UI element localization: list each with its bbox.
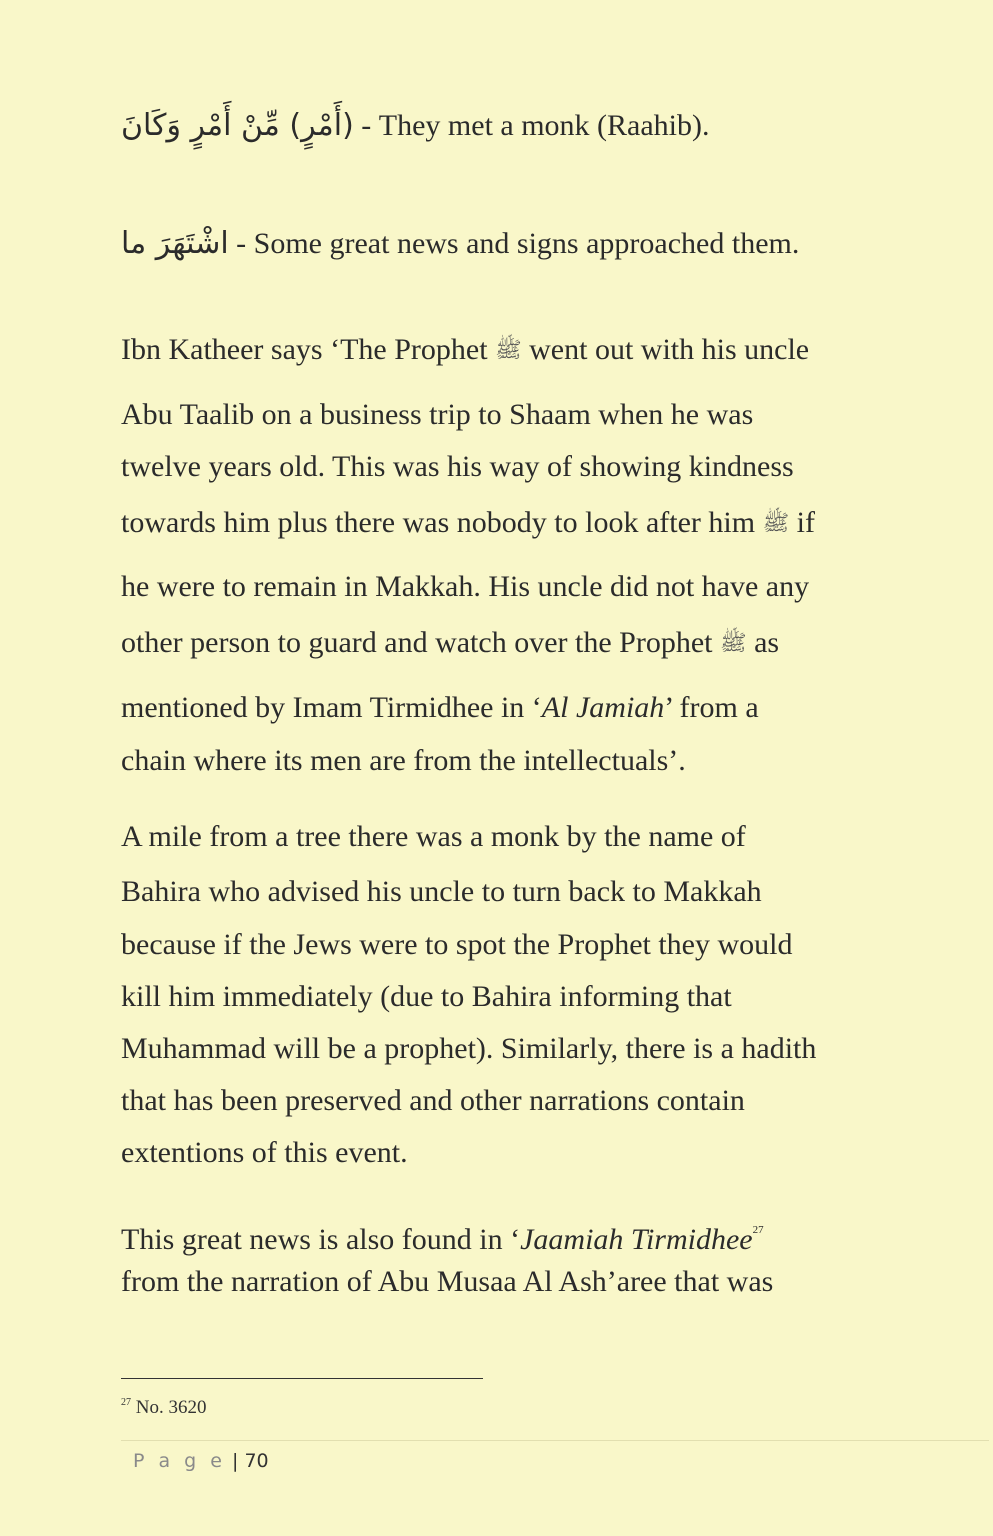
paragraph-2-line-3: because if the Jews were to spot the Prophet they would: [121, 928, 793, 961]
book-title: Al Jamiah: [541, 691, 665, 724]
paragraph-1-line-6: other person to guard and watch over the Prophet ﷺ as: [121, 626, 780, 659]
footnote: $^{27}$ No. 3620: [121, 1397, 207, 1418]
arabic-term: اشْتَهَرَ ما: [121, 226, 229, 261]
paragraph-1-line-1: Ibn Katheer says ‘The Prophet ﷺ went out with his uncle: [121, 333, 810, 366]
paragraph-3-line-1: This great news is also found in ‘Jaamiah Tirmidhee$^{27}$: [121, 1223, 764, 1256]
footnote-divider: [121, 1378, 483, 1379]
salutation-icon: ﷺ: [495, 337, 522, 362]
paragraph-1-line-7: mentioned by Imam Tirmidhee in ‘Al Jamiah’ from a: [121, 691, 759, 724]
page-footer-rule: [121, 1440, 989, 1441]
definition-line-2: [121, 224, 799, 264]
footnote-reference[interactable]: 27: [752, 1224, 764, 1236]
page-number: P a g e | 70: [133, 1450, 269, 1472]
arabic-term: (أَمْرٍ) مِّنْ أَمْرٍ وَكَانَ: [121, 108, 354, 143]
paragraph-2-line-7: extentions of this event.: [121, 1136, 408, 1169]
definition-text: - Some great news and signs approached them.: [228, 227, 800, 260]
definition-text: - They met a monk (Raahib).: [353, 109, 710, 142]
paragraph-2-line-1: A mile from a tree there was a monk by the name of: [121, 820, 746, 853]
paragraph-1-line-3: twelve years old. This was his way of showing kindness: [121, 450, 794, 483]
paragraph-2-line-2: Bahira who advised his uncle to turn back to Makkah: [121, 875, 762, 908]
salutation-icon: ﷺ: [720, 630, 747, 655]
paragraph-3-line-2: from the narration of Abu Musaa Al Ash’aree that was: [121, 1265, 774, 1298]
paragraph-1-line-8: chain where its men are from the intellectuals’.: [121, 744, 686, 777]
paragraph-1-line-2: Abu Taalib on a business trip to Shaam when he was: [121, 398, 754, 431]
definition-line-1: [121, 106, 710, 146]
paragraph-2-line-4: kill him immediately (due to Bahira informing that: [121, 980, 732, 1013]
paragraph-2-line-5: Muhammad will be a prophet). Similarly, there is a hadith: [121, 1032, 817, 1065]
book-title: Jaamiah Tirmidhee: [520, 1223, 753, 1256]
paragraph-1-line-5: he were to remain in Makkah. His uncle did not have any: [121, 570, 810, 603]
paragraph-2-line-6: that has been preserved and other narrations contain: [121, 1084, 745, 1117]
paragraph-1-line-4: towards him plus there was nobody to look after him ﷺ if: [121, 506, 815, 539]
salutation-icon: ﷺ: [762, 510, 790, 535]
